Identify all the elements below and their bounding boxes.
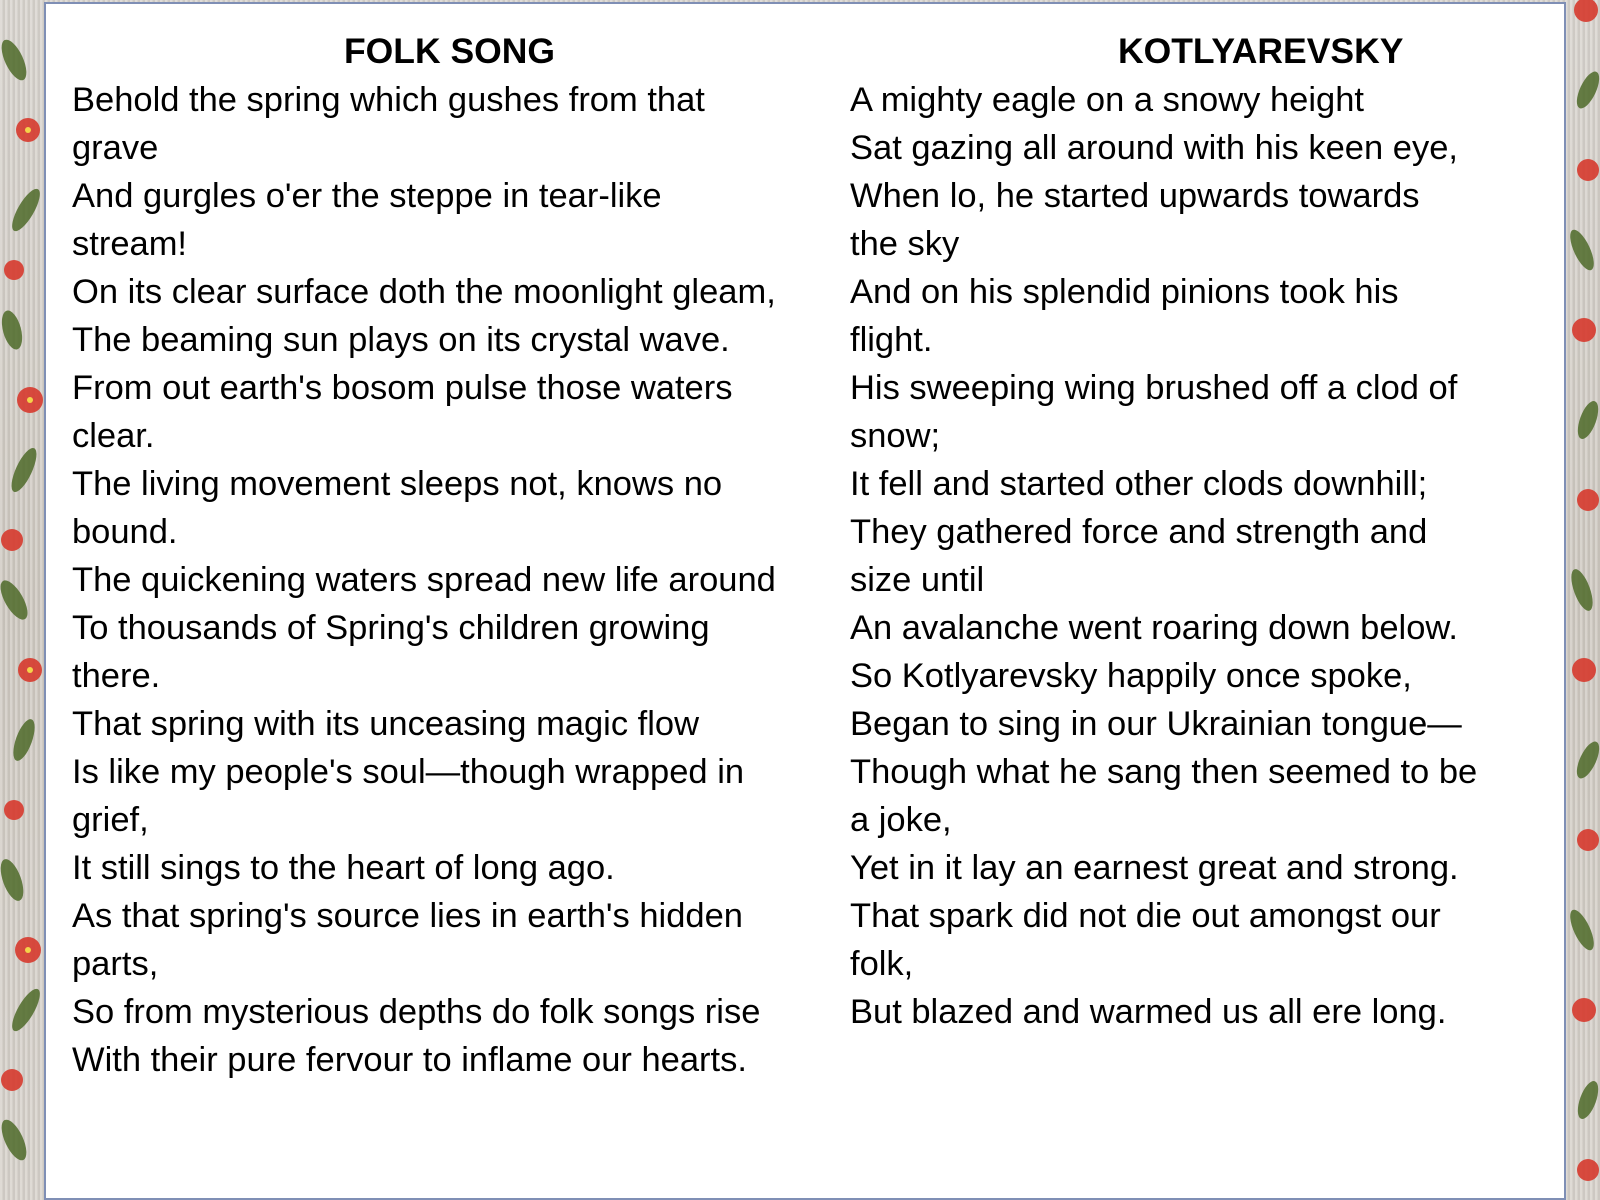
poem-line: folk, [850, 945, 914, 983]
poem-line: there. [72, 657, 161, 695]
poem-line: Is like my people's soul—though wrapped in [72, 753, 745, 791]
poem-line: the sky [850, 225, 960, 263]
poem-line: parts, [72, 945, 159, 983]
poem-line: That spring with its unceasing magic flow [72, 705, 700, 743]
poem-line: Behold the spring which gushes from that [72, 81, 705, 119]
poem-line: But blazed and warmed us all ere long. [850, 993, 1447, 1031]
kotlyarevsky-column [850, 26, 1550, 1036]
poem-line: flight. [850, 321, 933, 359]
poem-line: bound. [72, 513, 178, 551]
poem-line: From out earth's bosom pulse those waters [72, 369, 733, 407]
poem-line: They gathered force and strength and [850, 513, 1428, 551]
poem-line: As that spring's source lies in earth's hidden [72, 897, 743, 935]
poem-line: It fell and started other clods downhill; [850, 465, 1428, 503]
poem-line: An avalanche went roaring down below. [850, 609, 1458, 647]
poem-line: Began to sing in our Ukrainian tongue— [850, 705, 1462, 743]
kotlyarevsky-title: KOTLYAREVSKY [1118, 31, 1404, 71]
poem-line: So from mysterious depths do folk songs rise [72, 993, 761, 1031]
folk-song-title: FOLK SONG [344, 31, 556, 71]
poem-line: grave [72, 129, 159, 167]
poem-line: It still sings to the heart of long ago. [72, 849, 615, 887]
poem-line: grief, [72, 801, 149, 839]
poem-line: The beaming sun plays on its crystal wave. [72, 321, 730, 359]
poem-line: The living movement sleeps not, knows no [72, 465, 723, 503]
poem-line: The quickening waters spread new life around [72, 561, 776, 599]
poem-line: clear. [72, 417, 155, 455]
poem-line: size until [850, 561, 985, 599]
folk-song-column [72, 26, 832, 1084]
folk-song-lines [72, 76, 832, 1084]
floral-pattern-icon [1566, 0, 1600, 1200]
poem-line: Sat gazing all around with his keen eye, [850, 129, 1458, 167]
poem-line: His sweeping wing brushed off a clod of [850, 369, 1458, 407]
text-panel [44, 2, 1566, 1200]
poem-line: And gurgles o'er the steppe in tear-like [72, 177, 662, 215]
right-floral-border [1566, 0, 1600, 1200]
poem-line: snow; [850, 417, 941, 455]
floral-pattern-icon [0, 0, 44, 1200]
poem-line: a joke, [850, 801, 952, 839]
poem-line: A mighty eagle on a snowy height [850, 81, 1364, 119]
left-floral-border [0, 0, 44, 1200]
poem-line: So Kotlyarevsky happily once spoke, [850, 657, 1412, 695]
poem-line: To thousands of Spring's children growing [72, 609, 710, 647]
poem-line: On its clear surface doth the moonlight gleam, [72, 273, 776, 311]
poem-line: Yet in it lay an earnest great and strong. [850, 849, 1459, 887]
poem-line: stream! [72, 225, 188, 263]
kotlyarevsky-lines [850, 76, 1550, 1036]
poem-line: With their pure fervour to inflame our hearts. [72, 1041, 747, 1079]
poem-line: And on his splendid pinions took his [850, 273, 1399, 311]
poem-line: Though what he sang then seemed to be [850, 753, 1478, 791]
poem-line: That spark did not die out amongst our [850, 897, 1441, 935]
poem-line: When lo, he started upwards towards [850, 177, 1420, 215]
